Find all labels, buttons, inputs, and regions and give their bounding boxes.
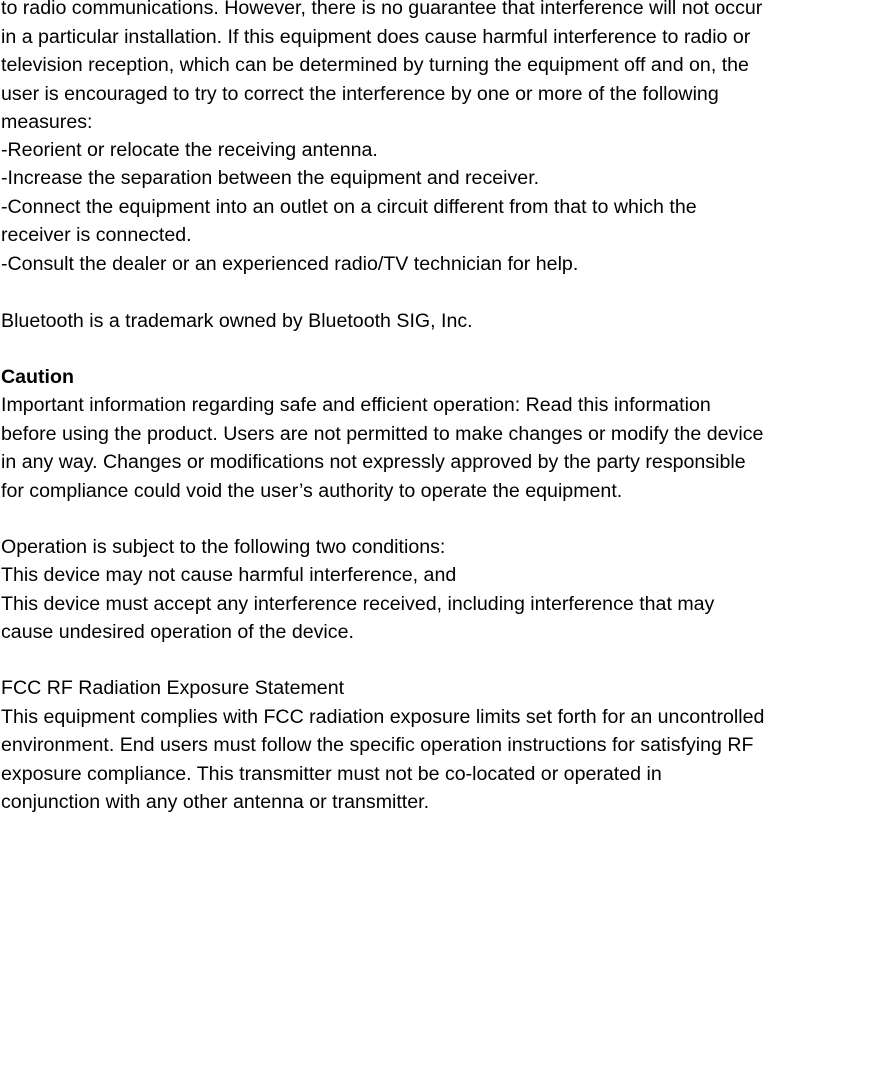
measure-item: -Consult the dealer or an experienced radio/TV technician for help. — [1, 252, 579, 275]
intro-line: measures: — [1, 111, 93, 133]
caution-heading: Caution — [1, 365, 74, 388]
conditions-section — [1, 529, 886, 652]
intro-line: user is encouraged to try to correct the interference by one or more of the following — [1, 82, 719, 105]
conditions-line: Operation is subject to the following two conditions: — [1, 535, 446, 558]
caution-line: Important information regarding safe and efficient operation: Read this information — [1, 394, 711, 416]
caution-line: before using the product. Users are not permitted to make changes or modify the device — [1, 422, 764, 445]
rf-exposure-heading: FCC RF Radiation Exposure Statement — [1, 677, 345, 699]
caution-section — [1, 359, 886, 511]
caution-line: in any way. Changes or modifications not expressly approved by the party responsible — [1, 451, 746, 473]
rf-exposure-line: environment. End users must follow the specific operation instructions for satisfying RF — [1, 734, 754, 756]
intro-line: television reception, which can be determined by turning the equipment off and on, the — [1, 54, 749, 76]
intro-line: to radio communications. However, there is no guarantee that interference will not occur — [1, 0, 763, 19]
rf-exposure-line: conjunction with any other antenna or transmitter. — [1, 791, 430, 813]
measure-item: -Connect the equipment into an outlet on a circuit different from that to which the — [1, 195, 697, 218]
measures-list — [1, 132, 886, 284]
intro-line: in a particular installation. If this equipment does cause harmful interference to radio or — [1, 25, 751, 48]
rf-exposure-section — [1, 670, 886, 822]
rf-exposure-line: This equipment complies with FCC radiation exposure limits set forth for an uncontrolled — [1, 705, 765, 728]
measure-item: -Reorient or relocate the receiving antenna. — [1, 138, 378, 161]
conditions-line: cause undesired operation of the device. — [1, 621, 354, 643]
measure-item: -Increase the separation between the equipment and receiver. — [1, 167, 540, 189]
intro-paragraph — [1, 0, 886, 142]
conditions-line: This device may not cause harmful interference, and — [1, 564, 457, 586]
caution-line: for compliance could void the user’s authority to operate the equipment. — [1, 479, 623, 502]
rf-exposure-line: exposure compliance. This transmitter must not be co-located or operated in — [1, 762, 662, 785]
measure-item: receiver is connected. — [1, 224, 192, 246]
conditions-line: This device must accept any interference received, including interference that may — [1, 592, 715, 615]
trademark-notice: Bluetooth is a trademark owned by Bluetooth SIG, Inc. — [1, 309, 473, 332]
